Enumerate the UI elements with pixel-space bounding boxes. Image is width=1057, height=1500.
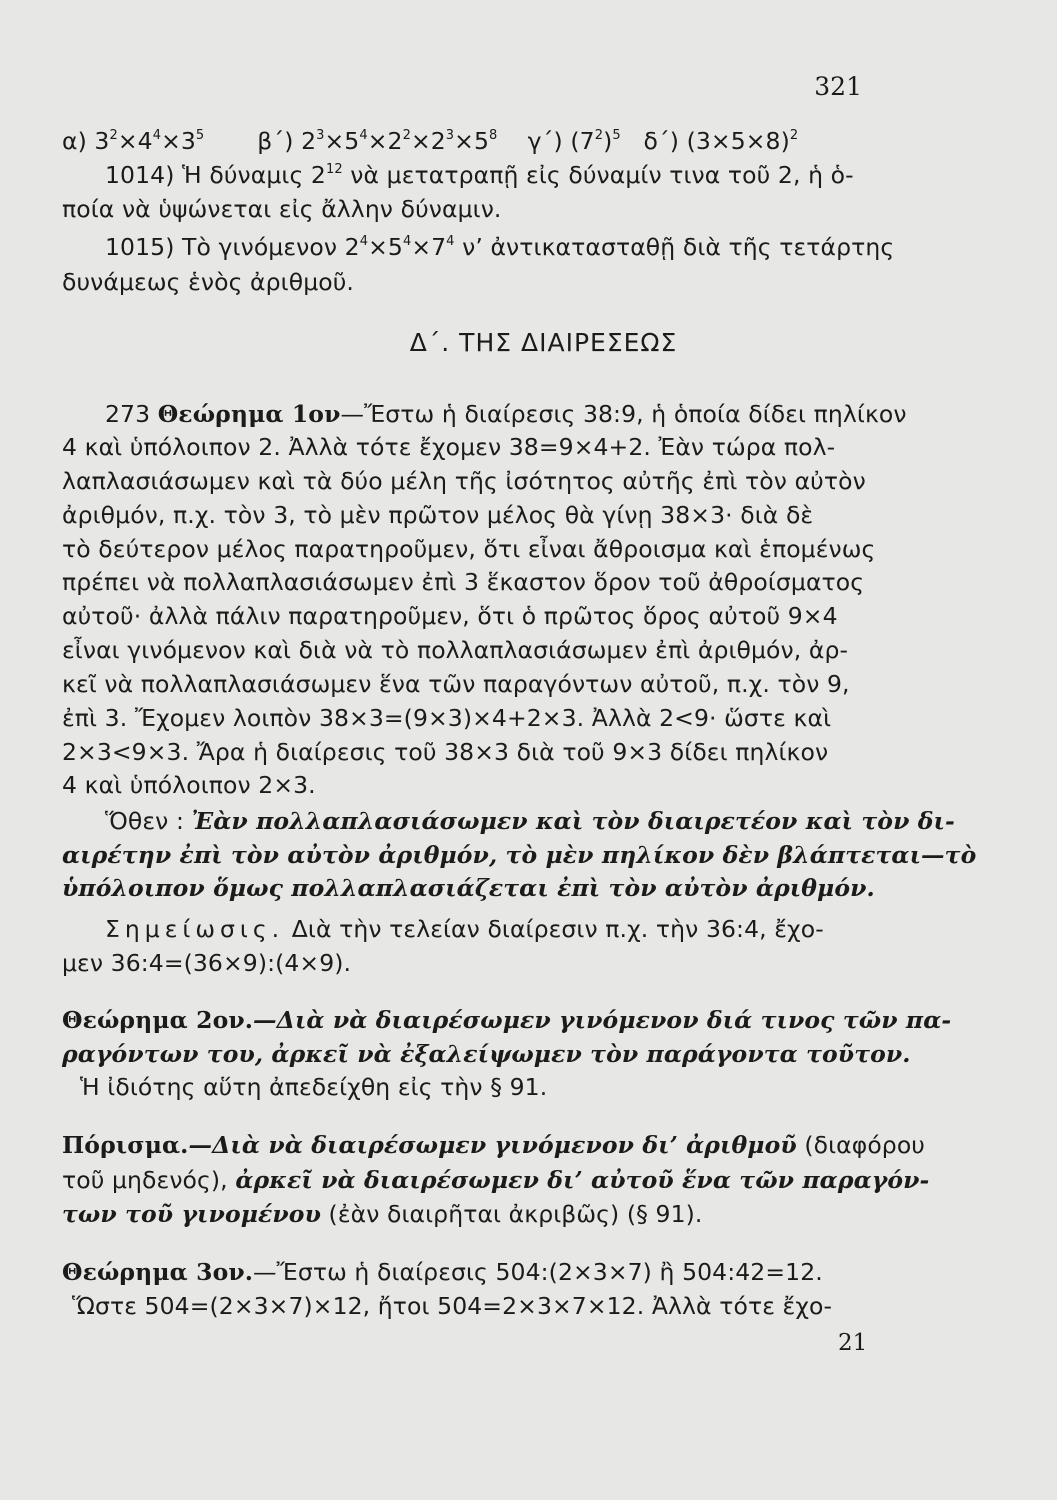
theorem-1-conclusion-line-2: αιρέτην ἐπὶ τὸν αὐτὸν ἀριθμόν, τὸ μὲν πηλίκον δὲν βλάπτεται—τὸ [62,841,977,869]
theorem-1-conclusion-line-3: ὑπόλοιπον ὅμως πολλαπλασιάζεται ἐπὶ τὸν αὐτὸν ἀριθμόν. [62,874,875,902]
exercise-1015-line-1: 1015) Τὸ γινόμενον $2^4\times 5^4\times 7^4$ ν’ ἀντικατασταθῇ διὰ τῆς τετάρτης [105,233,895,261]
theorem-2-label: Θεώρημα 2ον. [62,1006,254,1034]
exercise-b: β΄) $2^3\times 5^4\times 2^2\times 2^3\times 5^8$ [257,127,498,155]
exercise-a: α) $3^2\times 4^4\times 3^5$ [62,127,205,155]
theorem-1-line-12: 4 καὶ ὑπόλοιπον 2×3. [62,771,316,799]
theorem-1-line-9: κεῖ νὰ πολλαπλασιάσωμεν ἕνα τῶν παραγόντων αὐτοῦ, π.χ. τὸν 9, [62,670,850,698]
exercise-line-powers [62,126,890,156]
theorem-1-line-5: τὸ δεύτερον μέλος παρατηροῦμεν, ὅτι εἶναι ἄθροισμα καὶ ἑπομένως [62,535,876,563]
exercise-d: δ΄) $(3\times 5\times 8)^2$ [643,127,799,155]
theorem-3-line-2: Ὥστε 504=(2×3×7)×12, ἤτοι 504=2×3×7×12. Ἀλλὰ τότε ἔχο- [72,1292,833,1320]
theorem-1-line-10: ἐπὶ 3. Ἔχομεν λοιπὸν 38×3=(9×3)×4+2×3. Ἀλλὰ 2<9· ὥστε καὶ [62,704,832,732]
exercise-c: γ΄) $(7^2)^5$ [527,127,621,155]
exercise-1015-line-2: δυνάμεως ἑνὸς ἀριθμοῦ. [62,268,354,296]
theorem-2-line-3: Ἡ ἰδιότης αὕτη ἀπεδείχθη εἰς τὴν § 91. [80,1073,548,1101]
theorem-1-label: Θεώρημα 1ον [157,400,341,428]
theorem-2-line-2: ραγόντων του, ἀρκεῖ νὰ ἐξαλείψωμεν τὸν παράγοντα τοῦτον. [62,1040,911,1068]
theorem-1-line-7: αὐτοῦ· ἀλλὰ πάλιν παρατηροῦμεν, ὅτι ὁ πρῶτος ὅρος αὐτοῦ 9×4 [62,602,838,630]
theorem-1-line-1: 273 Θεώρημα 1ον—Ἔστω ἡ διαίρεσις 38:9, ἡ ὁποία δίδει πηλίκον [105,400,907,428]
theorem-1-line-3: λαπλασιάσωμεν καὶ τὰ δύο μέλη τῆς ἰσότητος αὐτῆς ἐπὶ τὸν αὐτὸν [62,467,866,495]
theorem-1-line-11: 2×3<9×3. Ἄρα ἡ διαίρεσις τοῦ 38×3 διὰ τοῦ 9×3 δίδει πηλίκον [62,738,829,766]
theorem-2-line-1: Θεώρημα 2ον.—Διὰ νὰ διαιρέσωμεν γινόμενον διά τινος τῶν πα- [62,1006,952,1034]
theorem-1-conclusion-line-1: Ὅθεν : Ἐὰν πολλαπλασιάσωμεν καὶ τὸν διαιρετέον καὶ τὸν δι- [105,807,955,835]
theorem-3-line-1: Θεώρημα 3ον.—Ἔστω ἡ διαίρεσις 504:(2×3×7) ἢ 504:42=12. [62,1258,823,1286]
theorem-1-line-8: εἶναι γινόμενον καὶ διὰ νὰ τὸ πολλαπλασιάσωμεν ἐπὶ ἀριθμόν, ἀρ- [62,636,849,664]
theorem-1-line-2: 4 καὶ ὑπόλοιπον 2. Ἀλλὰ τότε ἔχομεν 38=9×4+2. Ἐὰν τώρα πολ- [62,433,836,461]
note-label: Σημείωσις. [105,915,285,943]
corollary-line-1: Πόρισμα.—Διὰ νὰ διαιρέσωμεν γινόμενον δι’ ἀριθμοῦ (διαφόρου [62,1131,925,1159]
theorem-1-line-4: ἀριθμόν, π.χ. τὸν 3, τὸ μὲν πρῶτον μέλος θὰ γίνῃ 38×3· διὰ δὲ [62,501,814,529]
corollary-line-3: των τοῦ γινομένου (ἐὰν διαιρῆται ἀκριβῶς) (§ 91). [62,1200,703,1228]
exercise-1014-line-1: 1014) Ἡ δύναμις $2^{12}$ νὰ μετατραπῇ εἰς δύναμίν τινα τοῦ 2, ἡ ὁ- [105,161,854,189]
signature-mark: 21 [838,1330,868,1356]
note-line-1: Σημείωσις. Διὰ τὴν τελείαν διαίρεσιν π.χ. τὴν 36:4, ἔχο- [105,915,824,943]
corollary-line-2: τοῦ μηδενός), ἀρκεῖ νὰ διαιρέσωμεν δι’ αὐτοῦ ἕνα τῶν παραγόν- [62,1166,930,1194]
section-heading: Δ΄. ΤΗΣ ΔΙΑΙΡΕΣΕΩΣ [409,328,678,357]
exercise-1014-line-2: ποία νὰ ὑψώνεται εἰς ἄλλην δύναμιν. [62,195,502,223]
theorem-3-label: Θεώρημα 3ον. [62,1258,254,1286]
corollary-label: Πόρισμα. [62,1131,189,1159]
theorem-1-line-6: πρέπει νὰ πολλαπλασιάσωμεν ἐπὶ 3 ἕκαστον ὅρον τοῦ ἀθροίσματος [62,568,865,596]
page-number: 321 [814,72,862,101]
note-line-2: μεν 36:4=(36×9):(4×9). [62,949,352,977]
